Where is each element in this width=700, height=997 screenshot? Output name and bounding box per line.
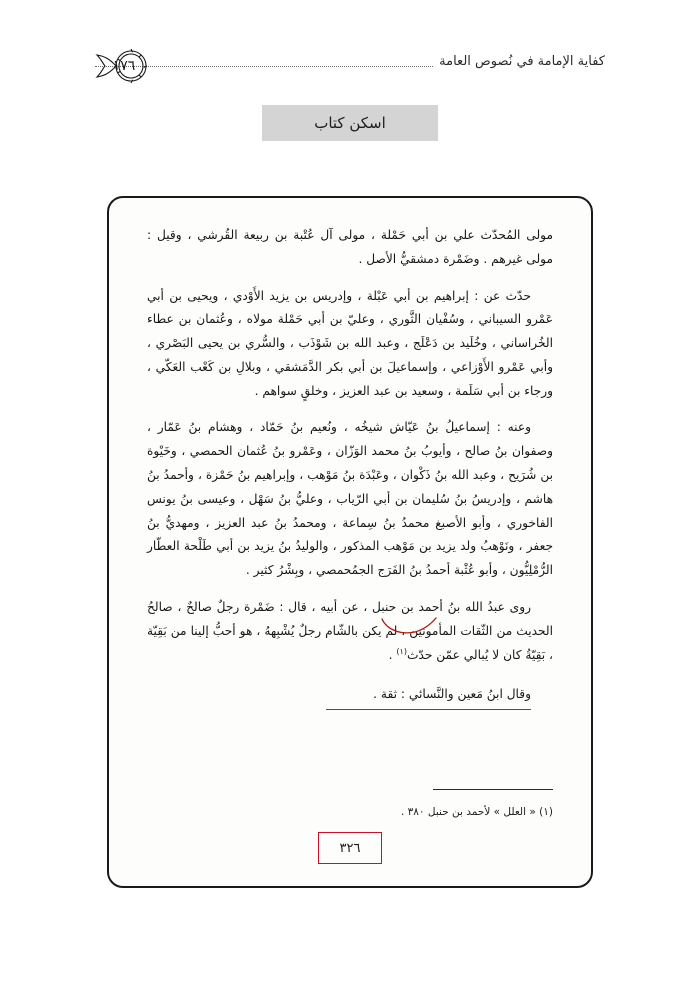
highlighted-quote-text: وقال ابنُ مَعين والنَّسائي : ثقة .: [373, 687, 531, 702]
paragraph-1: مولى المُحدّث علي بن أبي حَمْلة ، مولى آل عُتْبة بن ربيعة القُرشي ، وقيل : مولى غيرهم . وضَمْرة دمشقيُّ الأصل .: [147, 228, 553, 266]
folio-number-box: [318, 832, 382, 864]
scan-book-label: اسكن كتاب: [314, 114, 386, 132]
red-underline-annotation: [326, 709, 531, 711]
book-title: كفاية الإمامة في نُصوص العامة: [433, 54, 605, 69]
scanned-page-card: [107, 196, 593, 888]
footnote-marker: (١): [396, 646, 407, 656]
paragraph-3: وعنه : إسماعيلُ بنُ عَيّاش شيخُه ، ونُعيم بنُ حَمّاد ، وهشام بنُ عَمّار ، وصفوان بنُ صالح ، وأيوبُ بنُ محمد الوَزّان ، وعَمْرو بنُ عُثمان الحمصي ، وخَيْوة بن شُرَيح ، وعبد الله بنُ ذَكْوان ، وعَبْدَة بنُ مَوْهب ، وإبراهيم بنُ حَمْزة ، وأحمدُ بنُ هاشم ، وإدريسُ بنُ سُليمان بن أبي الرّياب ، وعليُّ بنُ سَهْل ، وعيسى بنُ يونس الفاخوري ، وأبو الأصبغ محمدُ بنُ سِماعة ، ومحمدُ بنُ عبد العزيز ، ومهديُّ بنُ جعفر ، ونَوْهبُ ولد يزيد بن مَوْهب المذكور ، والوليدُ بنُ يزيد بن أبي طَلْحة العطّار الرُّمْلِيُّون ، وأبو عُثْبة أحمدُ بنُ الفَرَج الجمُحمصي ، وبِشْرُ كثير .: [147, 420, 553, 578]
footnote-text: (١) « العلل » لأحمد بن حنبل ٣٨٠ .: [400, 806, 553, 818]
page-header: [95, 44, 605, 88]
scan-book-banner: [262, 105, 438, 141]
page-number-ornament: [95, 42, 153, 90]
scanned-page-text: [147, 224, 553, 868]
paragraph-4: روى عبدُ الله بنُ أحمد بن حنبل ، عن أبيه ، قال : ضَمْرة رجلٌ صالحٌ ، صالحُ الحديث من الثّقات المأمونين ، لم يكن بالشّام رجلٌ يُشْبِههُ ، هو أحبُّ إلينا من بَقِيّة ، بَقِيّةُ كان لا يُبالي عمّن حدّث$^{(١)}$ .: [147, 599, 553, 662]
highlighted-quote: [147, 683, 553, 707]
folio-number: ٣٢٦: [339, 840, 361, 856]
paragraph-4-text: روى عبدُ الله بنُ أحمد بن حنبل ، عن أبيه ، قال : ضَمْرة رجلٌ صالحٌ ، صالحُ الحديث من الثّقات المأمونين ، لم يكن بالشّام رجلٌ يُشْبِههُ ، هو أحبُّ إلينا من بَقِيّة ، بَقِيّةُ كان لا يُبالي عمّن حدّث: [147, 599, 553, 662]
page-number: ١٧٦: [112, 58, 136, 74]
paragraph-2: حدّث عن : إبراهيم بن أبي عَبْلة ، وإدريس بن يزيد الأَوْدي ، ويحيى بن أبي عَمْرو السيباني ، وسُفْيان الثَّوري ، وعليّ بن أبي حَمْلة مولاه ، وعُثمان بن عطاء الخُراساني ، وخُلَيد بن دَعْلَج ، وعبد الله بن شَوْذَب ، والسُّري بن يحيى البَصْري ، وأبي عَمْرو الأَوْزاعي ، وإسماعيلَ بن أبي بكر الدَّمَشقي ، وبلالِ بن كَعْب العَكّي ، ورجاء بن أبي سَلَمة ، وسعيد بن عبد العزيز ، وخلقٍ سواهم .: [147, 288, 553, 398]
footnote-divider: [433, 789, 553, 790]
